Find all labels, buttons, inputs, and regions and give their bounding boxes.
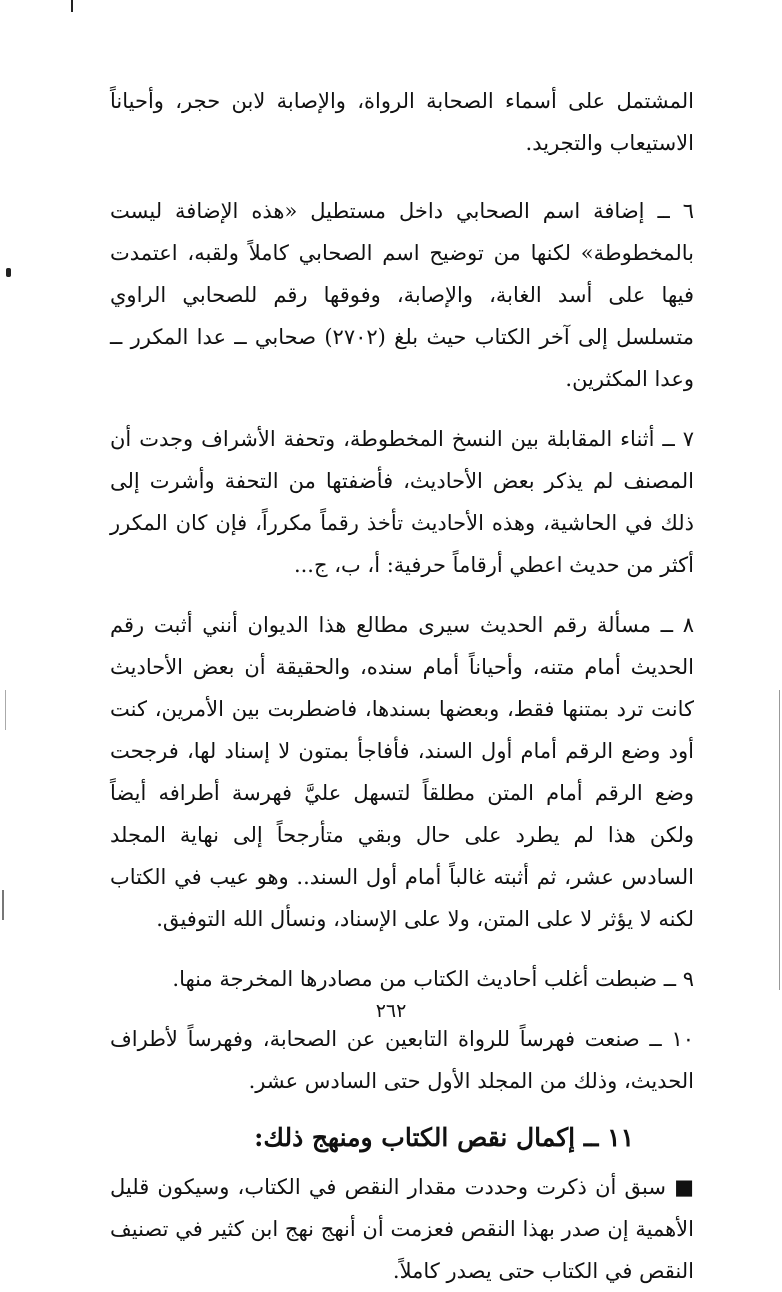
scan-mark-right-rule <box>779 690 780 990</box>
scan-mark-left-bracket <box>2 890 4 920</box>
scan-mark-left-dot <box>6 268 11 277</box>
section-heading: ١١ ــ إكمال نقص الكتاب ومنهج ذلك: <box>254 1123 634 1152</box>
scan-mark-left-rule <box>5 690 6 730</box>
paragraph-item-10: ١٠ ــ صنعت فهرساً للرواة التابعين عن الصحابة، وفهرساً لأطراف الحديث، وذلك من المجلد الأول حتى السادس عشر. <box>110 1027 694 1093</box>
scan-mark-top <box>71 0 73 12</box>
paragraph-item-9: ٩ ــ ضبطت أغلب أحاديث الكتاب من مصادرها المخرجة منها. <box>172 967 694 991</box>
paragraph-final: ■ سبق أن ذكرت وحددت مقدار النقص في الكتاب، وسيكون قليل الأهمية إن صدر بهذا النقص فعزمت أن أنهج نهج ابن كثير في تصنيف النقص في الكتاب حتى يصدر كاملاً. <box>110 1175 694 1283</box>
paragraph-continuation: المشتمل على أسماء الصحابة الرواة، والإصابة لابن حجر، وأحياناً الاستيعاب والتجريد. <box>110 89 694 155</box>
paragraph-item-7: ٧ ــ أثناء المقابلة بين النسخ المخطوطة، وتحفة الأشراف وجدت أن المصنف لم يذكر بعض الأحاديث، فأضفتها من التحفة وأشرت إلى ذلك في الحاشية، وهذه الأحاديث تأخذ رقماً مكرراً، فإن كان المكرر أكثر من حديث اعطي أرقاماً حرفية: أ، ب، ج... <box>110 427 694 577</box>
paragraph-item-8: ٨ ــ مسألة رقم الحديث سيرى مطالع هذا الديوان أنني أثبت رقم الحديث أمام متنه، وأحياناً أمام سنده، والحقيقة أن بعض الأحاديث كانت ترد بمتنها فقط، وبعضها بسندها، فاضطربت بين الأمرين، كنت أود وضع الرقم أمام أول السند، فأفاجأ بمتون لا إسناد لها، فرجحت وضع الرقم أمام المتن مطلقاً لتسهل عليَّ فهرسة أطرافه أيضاً ولكن هذا لم يطرد على حال وبقي متأرجحاً إلى نهاية المجلد السادس عشر، ثم أثبته غالباً أمام أول السند.. وهو عيب في الكتاب لكنه لا يؤثر لا على المتن، ولا على الإسناد، ونسأل الله التوفيق. <box>110 613 694 931</box>
paragraph-item-6: ٦ ــ إضافة اسم الصحابي داخل مستطيل «هذه الإضافة ليست بالمخطوطة» لكنها من توضيح اسم الصحابي كاملاً ولقبه، اعتمدت فيها على أسد الغابة، والإصابة، وفوقها رقم للصحابي الراوي متسلسل إلى آخر الكتاب حيث بلغ (٢٧٠٢) صحابي ــ عدا المكرر ــ وعدا المكثرين. <box>110 199 694 391</box>
body-text <box>110 80 694 1292</box>
page-number: ٢٦٢ <box>375 1000 407 1022</box>
